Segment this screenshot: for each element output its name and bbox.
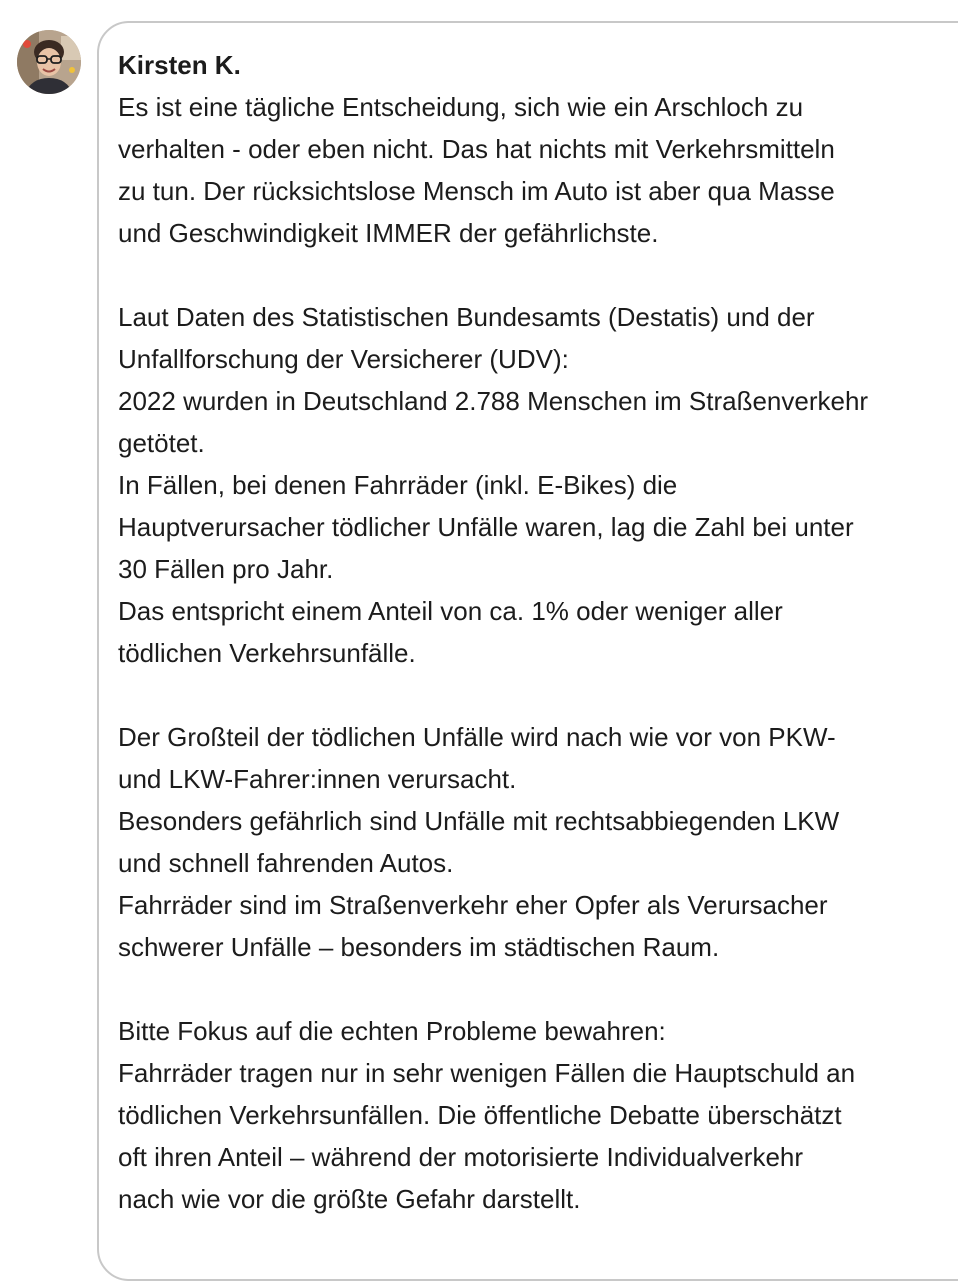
- comment-text-line: 30 Fällen pro Jahr.: [118, 554, 334, 584]
- comment-text-line: und schnell fahrenden Autos.: [118, 848, 454, 878]
- comment-text-line: zu tun. Der rücksichtslose Mensch im Auto ist aber qua Masse: [118, 176, 835, 206]
- comment-text-line: nach wie vor die größte Gefahr darstellt.: [118, 1184, 581, 1214]
- comment-text-line: Fahrräder sind im Straßenverkehr eher Opfer als Verursacher: [118, 890, 828, 920]
- comment-text-line: Fahrräder tragen nur in sehr wenigen Fällen die Hauptschuld an: [118, 1058, 856, 1088]
- comment-text-line: tödlichen Verkehrsunfälle.: [118, 638, 416, 668]
- comment-text-line: 2022 wurden in Deutschland 2.788 Menschen im Straßenverkehr: [118, 386, 869, 416]
- comment-paragraph: [118, 296, 958, 674]
- comment-text-line: verhalten - oder eben nicht. Das hat nichts mit Verkehrsmitteln: [118, 134, 835, 164]
- comment-text-line: Es ist eine tägliche Entscheidung, sich wie ein Arschloch zu: [118, 92, 804, 122]
- avatar-image: [17, 30, 81, 94]
- comment-text-line: und LKW-Fahrer:innen verursacht.: [118, 764, 517, 794]
- comment-text-line: tödlichen Verkehrsunfällen. Die öffentliche Debatte überschätzt: [118, 1100, 842, 1130]
- comment-content: [118, 44, 958, 1262]
- comment-text-line: In Fällen, bei denen Fahrräder (inkl. E-Bikes) die: [118, 470, 678, 500]
- comment-text-line: und Geschwindigkeit IMMER der gefährlichste.: [118, 218, 659, 248]
- comment-paragraph: [118, 716, 958, 968]
- comment-text-line: Unfallforschung der Versicherer (UDV):: [118, 344, 569, 374]
- comment-paragraph: [118, 1010, 958, 1220]
- avatar[interactable]: [17, 30, 81, 94]
- comment-paragraph: [118, 86, 958, 254]
- comment-text-line: getötet.: [118, 428, 205, 458]
- comment-text-line: Hauptverursacher tödlicher Unfälle waren, lag die Zahl bei unter: [118, 512, 854, 542]
- comment-author[interactable]: Kirsten K.: [118, 50, 241, 80]
- comment-text-line: Bitte Fokus auf die echten Probleme bewahren:: [118, 1016, 666, 1046]
- comment-text-line: Laut Daten des Statistischen Bundesamts (Destatis) und der: [118, 302, 815, 332]
- comment-text-line: Der Großteil der tödlichen Unfälle wird nach wie vor von PKW-: [118, 722, 836, 752]
- comment-text-line: Das entspricht einem Anteil von ca. 1% oder weniger aller: [118, 596, 783, 626]
- comment-text-line: oft ihren Anteil – während der motorisierte Individualverkehr: [118, 1142, 804, 1172]
- comment-text-line: schwerer Unfälle – besonders im städtischen Raum.: [118, 932, 720, 962]
- comment-text-line: Besonders gefährlich sind Unfälle mit rechtsabbiegenden LKW: [118, 806, 840, 836]
